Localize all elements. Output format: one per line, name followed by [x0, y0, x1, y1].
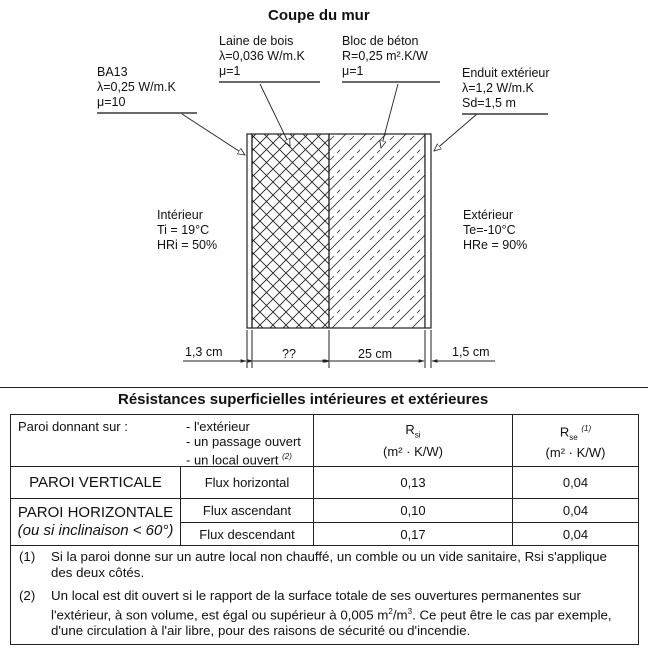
table-title: Résistances superficielles intérieures et extérieures	[118, 391, 489, 408]
footnotes-cell	[11, 546, 639, 645]
paroi-header-label: Paroi donnant sur :	[18, 419, 128, 434]
table-row	[11, 467, 639, 499]
enduit-label: Enduit extérieur λ=1,2 W/m.K Sd=1,5 m	[462, 66, 550, 110]
table-row	[11, 499, 639, 523]
flux-cell: Flux horizontal	[181, 467, 314, 499]
ba13-label: BA13 λ=0,25 W/m.K μ=10	[97, 65, 176, 109]
beton-label: Bloc de béton R=0,25 m².K/W μ=1	[342, 34, 428, 78]
paroi-cell: PAROI VERTICALE	[11, 467, 181, 499]
surface-resistance-table	[10, 414, 639, 645]
paroi-options: - l'extérieur - un passage ouvert - un local ouvert $^{(2)}$	[186, 419, 301, 468]
section-divider	[0, 387, 648, 388]
laine-label: Laine de bois λ=0,036 W/m.K μ=1	[219, 34, 305, 78]
dim-label-laine: ??	[282, 347, 296, 361]
layer-laine-de-bois	[252, 134, 329, 328]
flux-cell: Flux descendant	[181, 523, 314, 546]
dim-label-ba13: 1,3 cm	[185, 345, 223, 359]
footnote-1: (1) Si la paroi donne sur un autre local non chauffé, un comble ou un vide sanitaire, Rsi s'applique des deux côtés.	[19, 549, 607, 580]
dim-label-beton: 25 cm	[358, 347, 393, 361]
rse-cell: 0,04	[513, 499, 639, 523]
table-header-row	[11, 415, 639, 467]
rse-cell: 0,04	[513, 467, 639, 499]
dim-label-enduit: 1,5 cm	[452, 345, 490, 359]
rsi-cell: 0,10	[314, 499, 513, 523]
footnotes-row	[11, 546, 639, 645]
footnote-2: (2) Un local est dit ouvert si le rapport de la surface totale de ses ouvertures permanentes sur l'extérieur, à son volume, est égal ou supérieur à 0,005 $m^2/m^3$. Ce peut être le cas par exemple, d'une circulation à l'air libre, pour des raisons de sécurité ou d'incendie.	[19, 588, 612, 639]
layer-bloc-beton	[329, 134, 425, 328]
diagram-title: Coupe du mur	[268, 7, 370, 24]
rsi-cell: 0,17	[314, 523, 513, 546]
rse-cell: 0,04	[513, 523, 639, 546]
flux-cell: Flux ascendant	[181, 499, 314, 523]
layer-enduit	[425, 134, 431, 328]
exterior-conditions: Extérieur Te=-10°C HRe = 90%	[463, 208, 528, 252]
ba13-leader-arrow	[182, 114, 245, 155]
rse-header-cell: $R_{se}$ $^{(1)}$ (m² · K/W)	[513, 415, 639, 467]
interior-conditions: Intérieur Ti = 19°C HRi = 50%	[157, 208, 218, 252]
paroi-cell: PAROI HORIZONTALE (ou si inclinaison < 60°)	[11, 499, 181, 546]
rsi-cell: 0,13	[314, 467, 513, 499]
rsi-header-cell: $R_{si}$ (m² · K/W)	[314, 415, 513, 467]
enduit-leader-arrow	[434, 114, 477, 151]
layer-ba13	[247, 134, 252, 328]
paroi-header-cell	[11, 415, 314, 467]
